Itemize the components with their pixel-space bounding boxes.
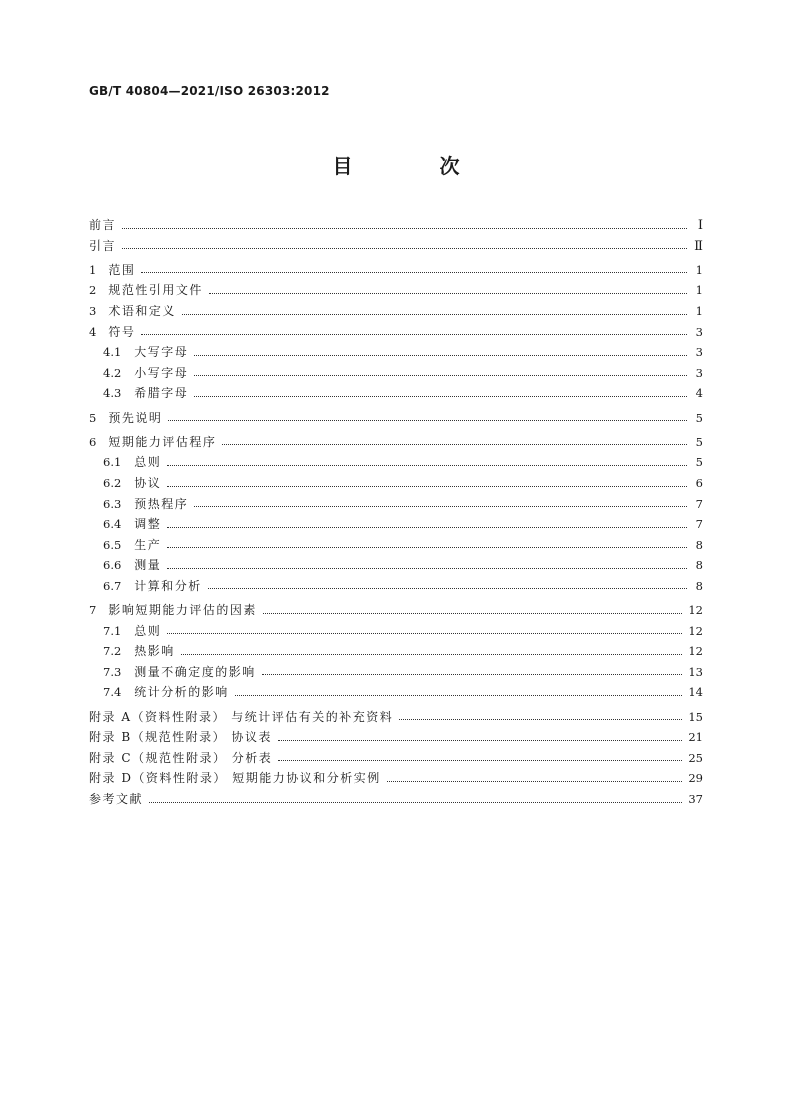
toc-entry-page: 3 bbox=[695, 365, 703, 380]
dot-leader bbox=[194, 355, 687, 356]
toc-entry-page: 12 bbox=[688, 644, 703, 659]
toc-entry[interactable] bbox=[89, 790, 703, 811]
toc-entry-number: 2 bbox=[89, 283, 97, 298]
toc-entry[interactable] bbox=[89, 601, 703, 622]
toc-entry-page: 12 bbox=[688, 603, 703, 618]
toc-entry[interactable] bbox=[89, 323, 703, 344]
toc-entry-page: 5 bbox=[695, 410, 703, 425]
toc-entry-title: 测量 bbox=[134, 558, 162, 573]
toc-entry-number: 7.3 bbox=[103, 664, 122, 679]
toc-entry-page: 3 bbox=[695, 345, 703, 360]
toc-entry-title: 大写字母 bbox=[134, 345, 189, 360]
toc-entry[interactable] bbox=[89, 749, 703, 770]
toc-entry-page: 4 bbox=[695, 386, 703, 401]
toc-entry-title: 前言 bbox=[89, 218, 117, 232]
toc-entry-number: 7.2 bbox=[103, 644, 122, 659]
dot-leader bbox=[168, 420, 687, 421]
toc-entry-number: 6.3 bbox=[103, 496, 122, 511]
dot-leader bbox=[194, 375, 687, 376]
toc-entry-title: 希腊字母 bbox=[134, 386, 189, 401]
toc-entry[interactable] bbox=[89, 728, 703, 749]
toc-entry[interactable] bbox=[89, 343, 703, 364]
toc-entry-number: 7.1 bbox=[103, 623, 122, 638]
document-code: GB/T 40804—2021/ISO 26303:2012 bbox=[89, 84, 330, 98]
toc-entry-page: 1 bbox=[695, 262, 703, 277]
toc-entry[interactable] bbox=[89, 364, 703, 385]
toc-entry-page: 1 bbox=[695, 303, 703, 318]
toc-entry-page: 5 bbox=[695, 455, 703, 470]
toc-entry-number: 7 bbox=[89, 603, 97, 618]
toc-entry[interactable] bbox=[89, 384, 703, 405]
toc-entry[interactable] bbox=[89, 577, 703, 598]
dot-leader bbox=[194, 396, 687, 397]
toc-entry-page: Ⅱ bbox=[694, 238, 703, 254]
dot-leader bbox=[263, 613, 683, 614]
dot-leader bbox=[141, 272, 687, 273]
toc-entry-title: 热影响 bbox=[134, 644, 175, 659]
dot-leader bbox=[181, 654, 683, 655]
dot-leader bbox=[167, 465, 687, 466]
toc-entry-title: 参考文献 bbox=[89, 792, 144, 806]
toc-entry[interactable] bbox=[89, 683, 703, 704]
toc-entry-title: 计算和分析 bbox=[134, 578, 202, 593]
toc-entry-number: 4.1 bbox=[103, 345, 122, 360]
toc-entry-title: 规范性引用文件 bbox=[108, 283, 203, 298]
toc-entry-title: 预先说明 bbox=[108, 410, 163, 425]
toc-entry[interactable] bbox=[89, 433, 703, 454]
toc-entry-title: 协议 bbox=[134, 475, 162, 490]
toc-entry[interactable] bbox=[89, 281, 703, 302]
toc-entry-title: 预热程序 bbox=[134, 496, 189, 511]
toc-entry[interactable] bbox=[89, 663, 703, 684]
toc-entry[interactable] bbox=[89, 708, 703, 729]
toc-entry[interactable] bbox=[89, 536, 703, 557]
dot-leader bbox=[182, 314, 687, 315]
toc-entry-page: 3 bbox=[695, 324, 703, 339]
dot-leader bbox=[167, 568, 687, 569]
toc-entry-title: 范围 bbox=[108, 262, 136, 277]
toc-entry-number: 6 bbox=[89, 434, 97, 449]
toc-entry-title: 总则 bbox=[134, 623, 162, 638]
toc-entry-title: 生产 bbox=[134, 537, 162, 552]
toc-entry-number: 6.1 bbox=[103, 455, 122, 470]
toc-entry-number: 6.7 bbox=[103, 578, 122, 593]
dot-leader bbox=[278, 740, 682, 741]
toc-entry-title: 符号 bbox=[108, 324, 136, 339]
toc-entry-page: 7 bbox=[695, 517, 703, 532]
dot-leader bbox=[167, 527, 687, 528]
toc-entry[interactable] bbox=[89, 622, 703, 643]
dot-leader bbox=[149, 802, 682, 803]
toc-entry-number: 6.2 bbox=[103, 475, 122, 490]
dot-leader bbox=[208, 588, 687, 589]
dot-leader bbox=[167, 486, 687, 487]
toc-entry-title: 调整 bbox=[134, 517, 162, 532]
toc-entry-title: 引言 bbox=[89, 238, 117, 253]
page-title: 目 次 bbox=[332, 154, 500, 178]
toc-entry-title: 术语和定义 bbox=[108, 303, 176, 318]
toc-entry[interactable] bbox=[89, 302, 703, 323]
toc-entry-page: 6 bbox=[695, 475, 703, 490]
dot-leader bbox=[209, 293, 687, 294]
toc-entry-page: 15 bbox=[688, 709, 703, 724]
toc-entry-page: 12 bbox=[688, 623, 703, 638]
toc-entry[interactable] bbox=[89, 642, 703, 663]
toc-entry[interactable] bbox=[89, 409, 703, 430]
toc-entry-page: Ⅰ bbox=[697, 218, 703, 233]
toc-entry[interactable] bbox=[89, 237, 703, 258]
toc-entry-title: 影响短期能力评估的因素 bbox=[108, 603, 257, 618]
toc-entry-number: 4 bbox=[89, 324, 97, 339]
toc-entry-number: 4.2 bbox=[103, 365, 122, 380]
toc-entry-number: 4.3 bbox=[103, 386, 122, 401]
toc-entry-page: 5 bbox=[695, 434, 703, 449]
toc-entry-number: 6.4 bbox=[103, 517, 122, 532]
dot-leader bbox=[122, 248, 687, 249]
dot-leader bbox=[399, 719, 682, 720]
toc-entry-page: 8 bbox=[695, 558, 703, 573]
toc-entry-number: 3 bbox=[89, 303, 97, 318]
toc-entry-page: 29 bbox=[688, 771, 703, 786]
toc-entry-title: 附录 B（规范性附录） 协议表 bbox=[89, 730, 272, 745]
toc-entry-page: 8 bbox=[695, 537, 703, 552]
toc-entry-page: 37 bbox=[688, 792, 703, 806]
dot-leader bbox=[141, 334, 687, 335]
toc-entry-title: 附录 A（资料性附录） 与统计评估有关的补充资料 bbox=[89, 709, 394, 724]
toc-entry-title: 小写字母 bbox=[134, 365, 189, 380]
toc-entry-number: 6.6 bbox=[103, 558, 122, 573]
toc-entry[interactable] bbox=[89, 474, 703, 495]
toc-entry-title: 测量不确定度的影响 bbox=[134, 664, 256, 679]
dot-leader bbox=[167, 547, 687, 548]
toc-entry[interactable] bbox=[89, 261, 703, 282]
toc-entry-page: 7 bbox=[695, 496, 703, 511]
dot-leader bbox=[235, 695, 683, 696]
toc-entry-number: 5 bbox=[89, 410, 97, 425]
toc-entry[interactable] bbox=[89, 495, 703, 516]
toc-entry[interactable] bbox=[89, 515, 703, 536]
dot-leader bbox=[194, 506, 687, 507]
dot-leader bbox=[278, 760, 682, 761]
toc-entry-number: 1 bbox=[89, 262, 97, 277]
toc-entry-page: 21 bbox=[688, 730, 703, 745]
dot-leader bbox=[122, 228, 687, 229]
toc-entry-title: 总则 bbox=[134, 455, 162, 470]
toc-entry[interactable] bbox=[89, 453, 703, 474]
table-of-contents bbox=[89, 216, 703, 811]
dot-leader bbox=[167, 633, 682, 634]
toc-entry-page: 8 bbox=[695, 578, 703, 593]
toc-entry-title: 附录 D（资料性附录） 短期能力协议和分析实例 bbox=[89, 771, 381, 786]
toc-entry[interactable] bbox=[89, 216, 703, 237]
toc-entry-page: 13 bbox=[688, 664, 703, 679]
toc-entry[interactable] bbox=[89, 556, 703, 577]
toc-entry-title: 附录 C（规范性附录） 分析表 bbox=[89, 750, 273, 765]
toc-entry-page: 1 bbox=[695, 283, 703, 298]
toc-entry-page: 25 bbox=[688, 750, 703, 765]
toc-entry-number: 7.4 bbox=[103, 685, 122, 700]
toc-entry-title: 统计分析的影响 bbox=[134, 685, 229, 700]
toc-entry[interactable] bbox=[89, 769, 703, 790]
toc-entry-title: 短期能力评估程序 bbox=[108, 434, 217, 449]
toc-entry-number: 6.5 bbox=[103, 537, 122, 552]
dot-leader bbox=[387, 781, 683, 782]
dot-leader bbox=[222, 444, 687, 445]
dot-leader bbox=[262, 674, 683, 675]
toc-entry-page: 14 bbox=[688, 685, 703, 700]
